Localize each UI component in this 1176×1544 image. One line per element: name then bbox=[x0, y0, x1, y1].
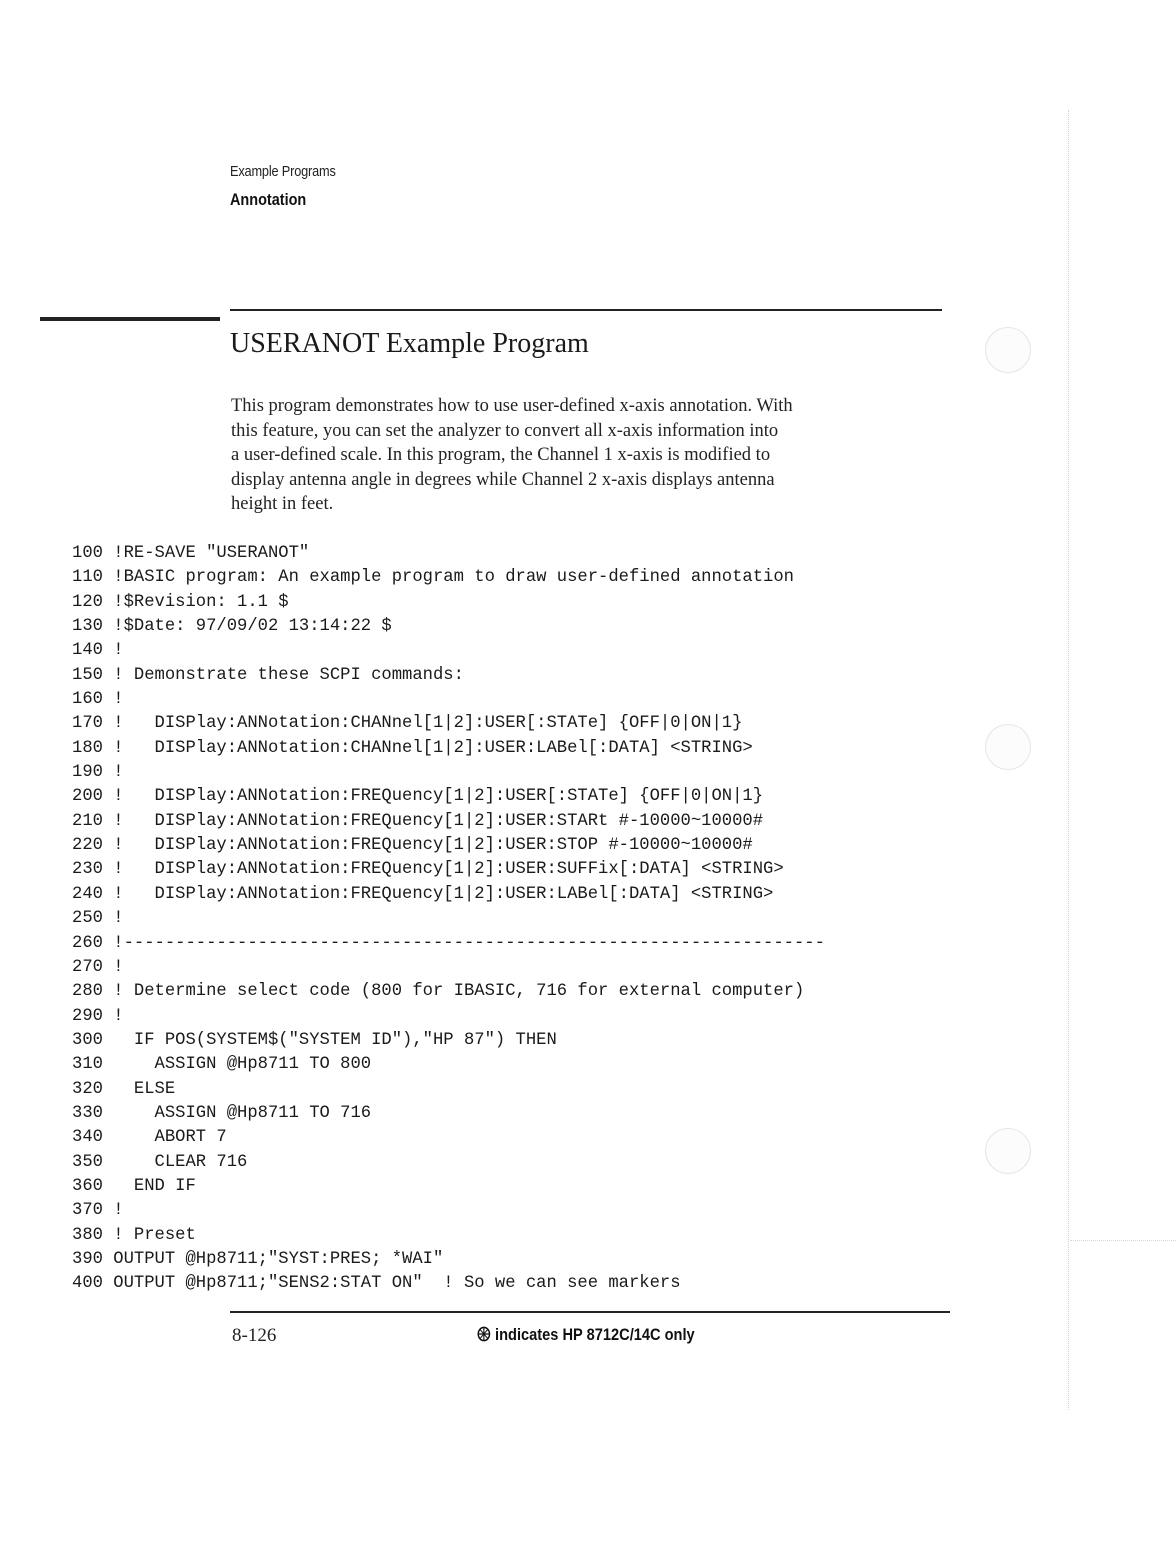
code-line: 170 ! DISPlay:ANNotation:CHANnel[1|2]:USER[:STATe] {OFF|0|ON|1} bbox=[72, 714, 743, 734]
page-number: 8-126 bbox=[232, 1325, 277, 1346]
code-line: 250 ! bbox=[72, 909, 124, 929]
code-line: 100 !RE-SAVE "USERANOT" bbox=[72, 544, 310, 563]
footer-note bbox=[477, 1325, 695, 1347]
intro-line: height in feet. bbox=[231, 494, 334, 514]
code-line: 270 ! bbox=[72, 957, 124, 977]
intro-paragraph bbox=[231, 394, 951, 517]
code-listing bbox=[72, 542, 952, 1297]
section-rule-thick bbox=[40, 317, 220, 321]
code-line: 380 ! Preset bbox=[72, 1225, 196, 1245]
intro-line: a user-defined scale. In this program, the Channel 1 x-axis is modified to bbox=[231, 445, 771, 465]
code-line: 210 ! DISPlay:ANNotation:FREQuency[1|2]:USER:STARt #-10000~10000# bbox=[72, 811, 764, 831]
code-line: 220 ! DISPlay:ANNotation:FREQuency[1|2]:USER:STOP #-10000~10000# bbox=[72, 836, 753, 856]
footer-rule bbox=[230, 1311, 950, 1313]
page-edge-tick bbox=[1070, 1240, 1176, 1241]
code-line: 320 ELSE bbox=[72, 1079, 176, 1099]
code-line: 360 END IF bbox=[72, 1176, 196, 1196]
code-line: 350 CLEAR 716 bbox=[72, 1152, 248, 1172]
code-line: 150 ! Demonstrate these SCPI commands: bbox=[72, 665, 464, 685]
code-line: 120 !$Revision: 1.1 $ bbox=[72, 592, 289, 612]
code-line: 160 ! bbox=[72, 690, 124, 710]
code-line: 330 ASSIGN @Hp8711 TO 716 bbox=[72, 1103, 372, 1123]
punch-hole-bottom bbox=[985, 1128, 1031, 1174]
page-edge-line bbox=[1068, 110, 1069, 1410]
intro-line: This program demonstrates how to use user-defined x-axis annotation. With bbox=[231, 396, 793, 416]
code-line: 390 OUTPUT @Hp8711;"SYST:PRES; *WAI" bbox=[72, 1249, 444, 1269]
code-line: 310 ASSIGN @Hp8711 TO 800 bbox=[72, 1055, 372, 1075]
intro-line: display antenna angle in degrees while Channel 2 x-axis displays antenna bbox=[231, 469, 775, 490]
code-line: 260 !-------------------------------------------------------------------- bbox=[72, 933, 825, 953]
code-line: 110 !BASIC program: An example program to draw user-defined annotation bbox=[72, 568, 794, 588]
code-line: 140 ! bbox=[72, 641, 124, 661]
running-header-section: Example Programs bbox=[230, 163, 336, 180]
code-line: 240 ! DISPlay:ANNotation:FREQuency[1|2]:USER:LABel[:DATA] <STRING> bbox=[72, 884, 774, 904]
section-rule-thin bbox=[230, 309, 942, 311]
code-line: 190 ! bbox=[72, 763, 124, 783]
code-line: 290 ! bbox=[72, 1006, 124, 1026]
code-line: 130 !$Date: 97/09/02 13:14:22 $ bbox=[72, 617, 392, 637]
code-line: 200 ! DISPlay:ANNotation:FREQuency[1|2]:USER[:STATe] {OFF|0|ON|1} bbox=[72, 787, 764, 807]
code-line: 340 ABORT 7 bbox=[72, 1128, 227, 1148]
footer-note-text: indicates HP 8712C/14C only bbox=[495, 1325, 695, 1344]
running-header-topic: Annotation bbox=[230, 190, 307, 209]
intro-line: this feature, you can set the analyzer to convert all x-axis information into bbox=[231, 420, 779, 441]
punch-hole-top bbox=[985, 327, 1031, 373]
punch-hole-middle bbox=[985, 724, 1031, 770]
hp-8712c-14c-symbol-icon bbox=[477, 1326, 491, 1347]
code-line: 370 ! bbox=[72, 1201, 124, 1221]
page-title: USERANOT Example Program bbox=[230, 328, 589, 359]
code-line: 180 ! DISPlay:ANNotation:CHANnel[1|2]:USER:LABel[:DATA] <STRING> bbox=[72, 738, 753, 758]
code-line: 280 ! Determine select code (800 for IBASIC, 716 for external computer) bbox=[72, 982, 805, 1002]
code-line: 400 OUTPUT @Hp8711;"SENS2:STAT ON" ! So we can see markers bbox=[72, 1274, 681, 1294]
code-line: 300 IF POS(SYSTEM$("SYSTEM ID"),"HP 87") THEN bbox=[72, 1030, 557, 1050]
code-line: 230 ! DISPlay:ANNotation:FREQuency[1|2]:USER:SUFFix[:DATA] <STRING> bbox=[72, 860, 784, 880]
